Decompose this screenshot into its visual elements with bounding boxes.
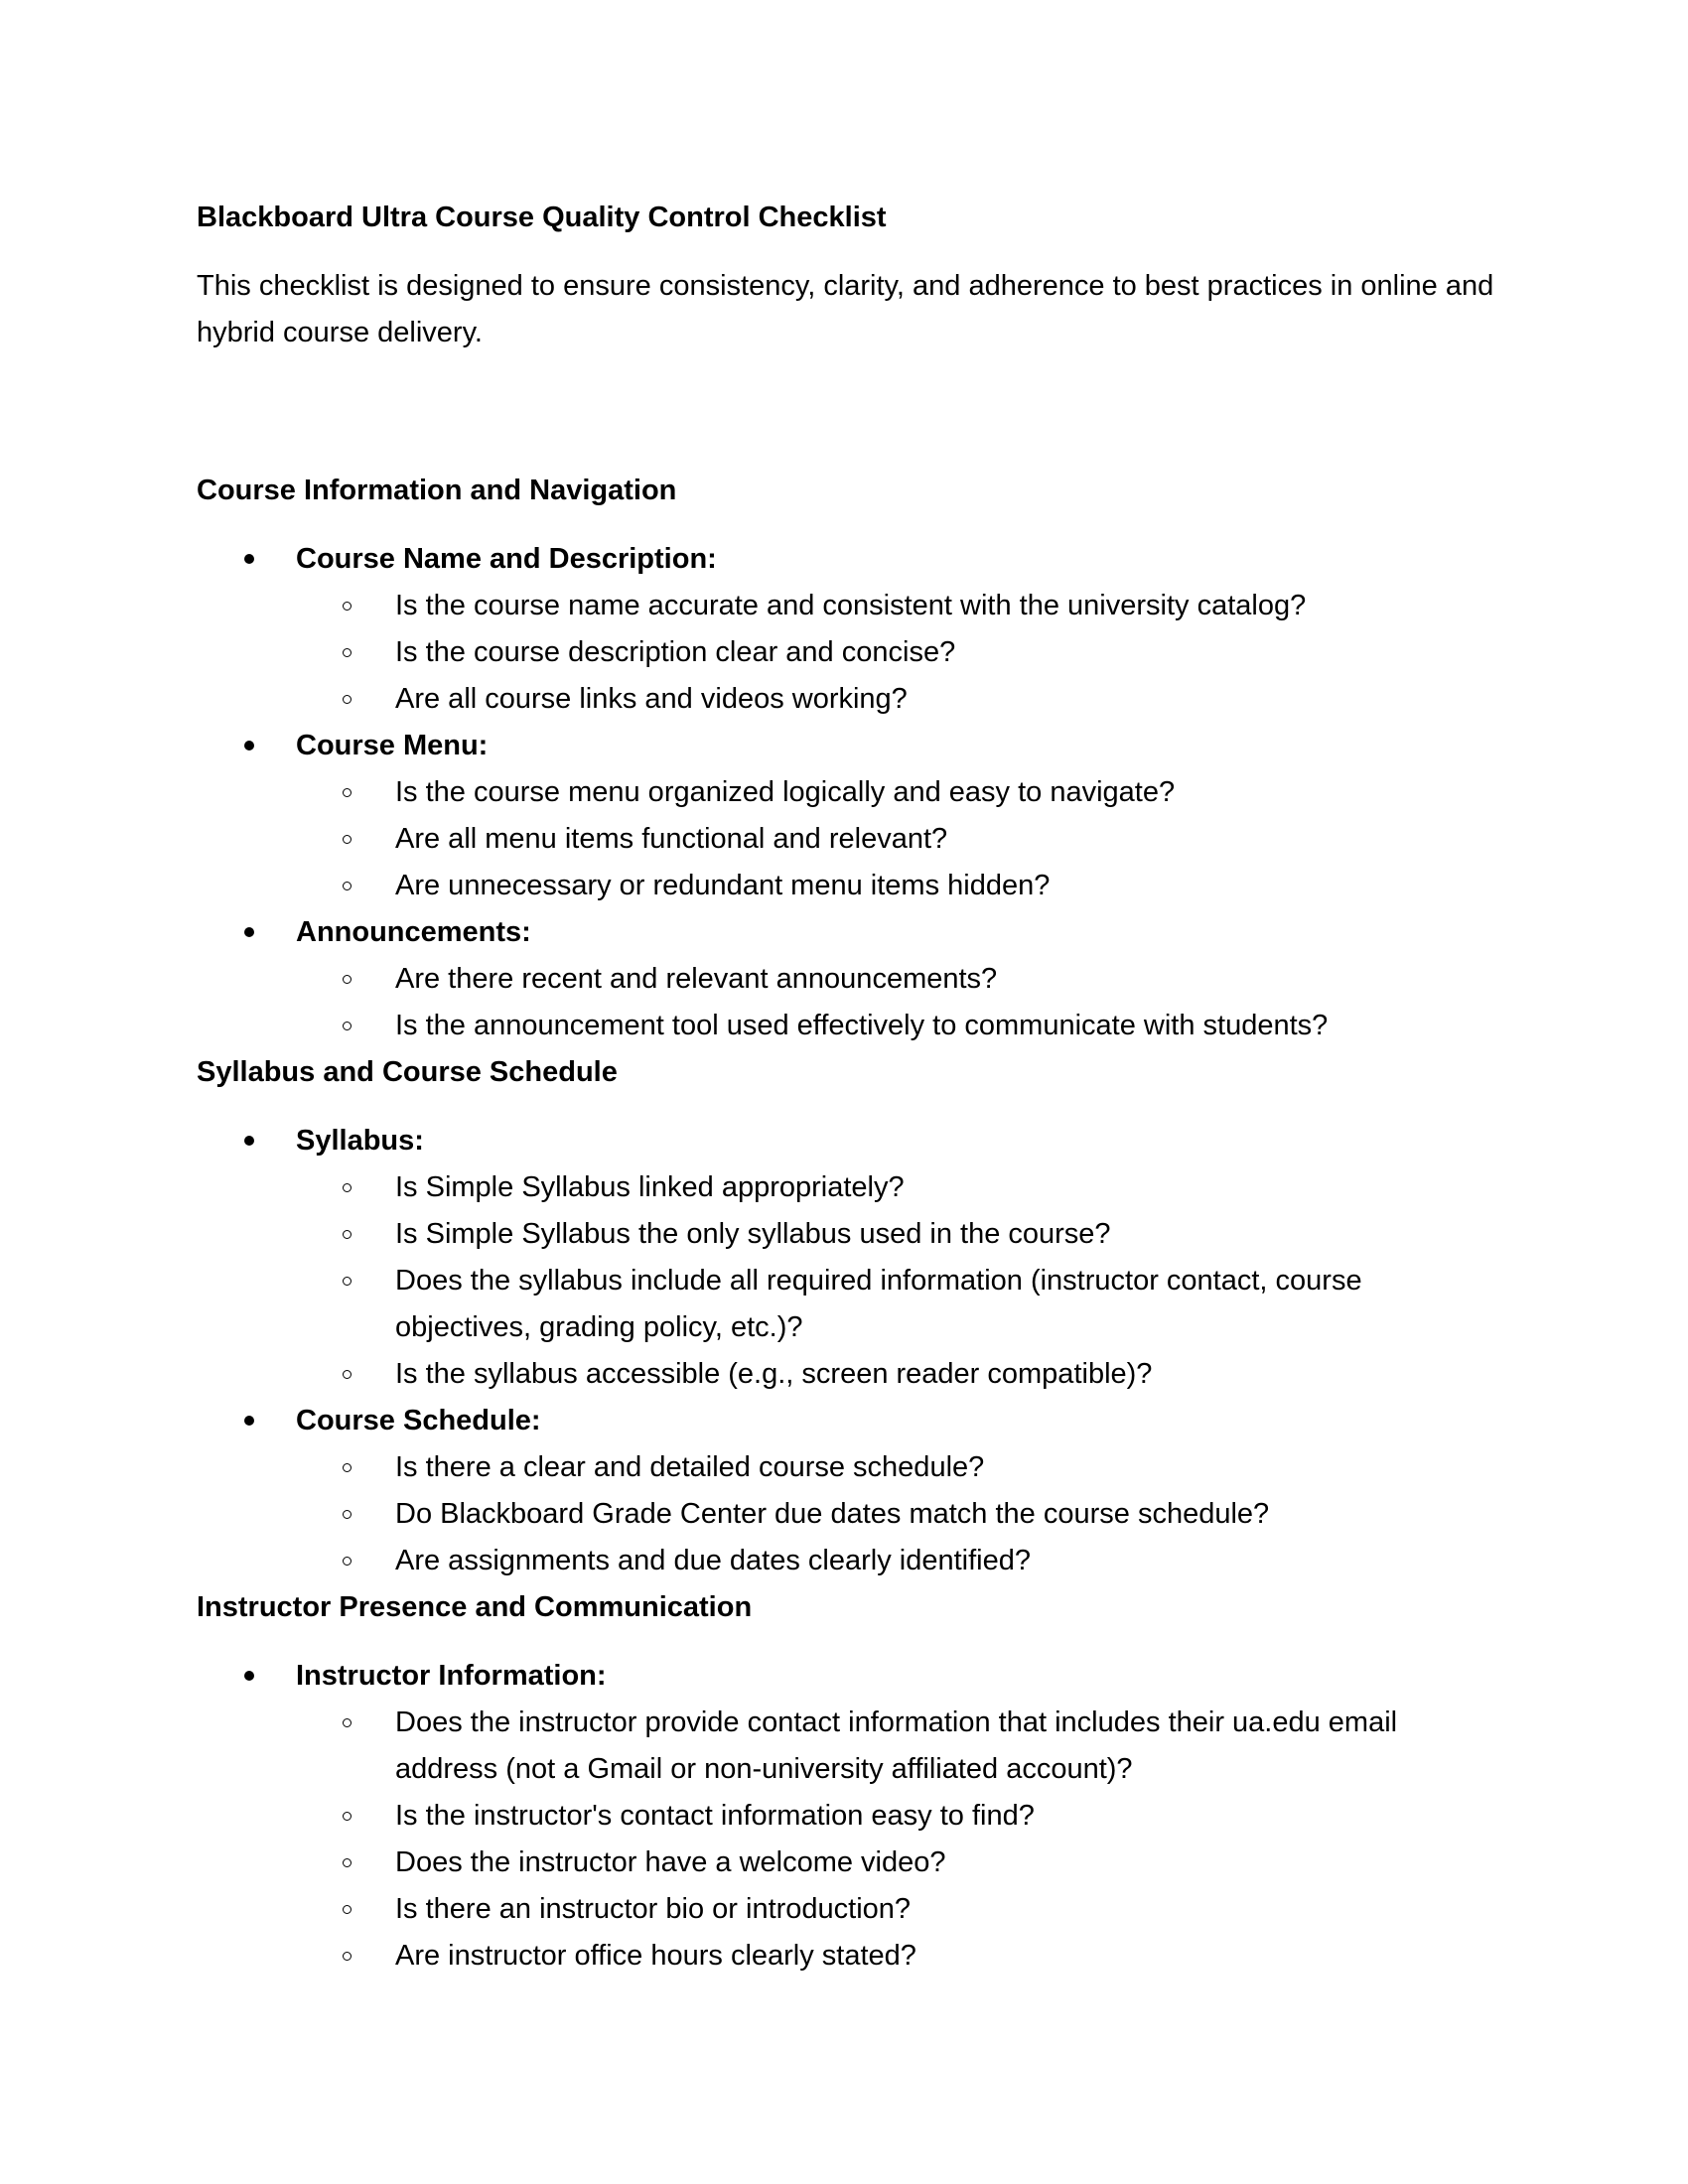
circle-bullet-icon [343, 1812, 352, 1821]
checklist-question: Is there a clear and detailed course schedule? [296, 1444, 1497, 1491]
checklist-question: Is the syllabus accessible (e.g., screen reader compatible)? [296, 1351, 1497, 1398]
topic-label: Syllabus: [296, 1125, 424, 1157]
bullet-icon [244, 1671, 254, 1681]
question-list [296, 769, 1497, 909]
topic-label: Course Menu: [296, 730, 489, 761]
circle-bullet-icon [343, 1905, 352, 1914]
checklist-question: Are all course links and videos working? [296, 676, 1497, 723]
question-list [296, 1700, 1497, 1979]
circle-bullet-icon [343, 1370, 352, 1379]
checklist-question: Is there an instructor bio or introduction? [296, 1886, 1497, 1933]
checklist-question: Is the course description clear and concise? [296, 629, 1497, 676]
circle-bullet-icon [343, 1183, 352, 1192]
circle-bullet-icon [343, 602, 352, 611]
topic-announcements [197, 909, 1497, 1049]
section-heading: Course Information and Navigation [197, 475, 677, 506]
topic-course-name-description [197, 536, 1497, 723]
topic-course-schedule [197, 1398, 1497, 1584]
topic-label: Course Schedule: [296, 1405, 541, 1436]
checklist-question: Do Blackboard Grade Center due dates match the course schedule? [296, 1491, 1497, 1538]
topic-label: Instructor Information: [296, 1660, 607, 1692]
checklist-question: Is the course menu organized logically and easy to navigate? [296, 769, 1497, 816]
circle-bullet-icon [343, 882, 352, 890]
circle-bullet-icon [343, 1510, 352, 1519]
circle-bullet-icon [343, 1463, 352, 1472]
bullet-icon [244, 1416, 254, 1426]
topic-list [197, 536, 1497, 1049]
topic-list [197, 1653, 1497, 1979]
topic-label: Course Name and Description: [296, 543, 717, 575]
checklist-question: Are all menu items functional and relevant? [296, 816, 1497, 863]
checklist-question: Are there recent and relevant announcements? [296, 956, 1497, 1003]
checklist-question: Are assignments and due dates clearly identified? [296, 1538, 1497, 1584]
checklist-question: Are unnecessary or redundant menu items hidden? [296, 863, 1497, 909]
checklist-question: Is Simple Syllabus the only syllabus used in the course? [296, 1211, 1497, 1258]
bullet-icon [244, 1136, 254, 1146]
circle-bullet-icon [343, 1022, 352, 1030]
topic-label: Announcements: [296, 916, 531, 948]
circle-bullet-icon [343, 1557, 352, 1566]
topic-syllabus [197, 1118, 1497, 1398]
circle-bullet-icon [343, 1858, 352, 1867]
bullet-icon [244, 741, 254, 751]
section-syllabus-schedule [197, 1049, 1497, 1584]
bullet-icon [244, 927, 254, 937]
circle-bullet-icon [343, 1952, 352, 1961]
bullet-icon [244, 554, 254, 564]
circle-bullet-icon [343, 1230, 352, 1239]
checklist-question: Is the announcement tool used effectively to communicate with students? [296, 1003, 1497, 1049]
document-intro: This checklist is designed to ensure consistency, clarity, and adherence to best practices in online and hybrid course delivery. [197, 270, 1494, 348]
checklist-question: Does the syllabus include all required information (instructor contact, course objectives, grading policy, etc.)? [296, 1258, 1497, 1351]
checklist-question: Does the instructor have a welcome video? [296, 1840, 1497, 1886]
question-list [296, 1444, 1497, 1584]
checklist-question: Are instructor office hours clearly stated? [296, 1933, 1497, 1979]
circle-bullet-icon [343, 1277, 352, 1286]
question-list [296, 1164, 1497, 1398]
section-heading: Instructor Presence and Communication [197, 1591, 753, 1623]
topic-instructor-information [197, 1653, 1497, 1979]
document-body [197, 195, 1497, 1979]
topic-list [197, 1118, 1497, 1584]
section-instructor-presence [197, 1584, 1497, 1979]
circle-bullet-icon [343, 835, 352, 844]
circle-bullet-icon [343, 1718, 352, 1727]
question-list [296, 956, 1497, 1049]
checklist-question: Is the instructor's contact information easy to find? [296, 1793, 1497, 1840]
section-heading: Syllabus and Course Schedule [197, 1056, 618, 1088]
circle-bullet-icon [343, 788, 352, 797]
topic-course-menu [197, 723, 1497, 909]
section-course-information [197, 468, 1497, 1049]
circle-bullet-icon [343, 695, 352, 704]
checklist-question: Is Simple Syllabus linked appropriately? [296, 1164, 1497, 1211]
circle-bullet-icon [343, 648, 352, 657]
document-title: Blackboard Ultra Course Quality Control Checklist [197, 202, 887, 233]
circle-bullet-icon [343, 975, 352, 984]
checklist-question: Is the course name accurate and consistent with the university catalog? [296, 583, 1497, 629]
question-list [296, 583, 1497, 723]
checklist-question: Does the instructor provide contact information that includes their ua.edu email address (not a Gmail or non-university affiliated account)? [296, 1700, 1497, 1793]
